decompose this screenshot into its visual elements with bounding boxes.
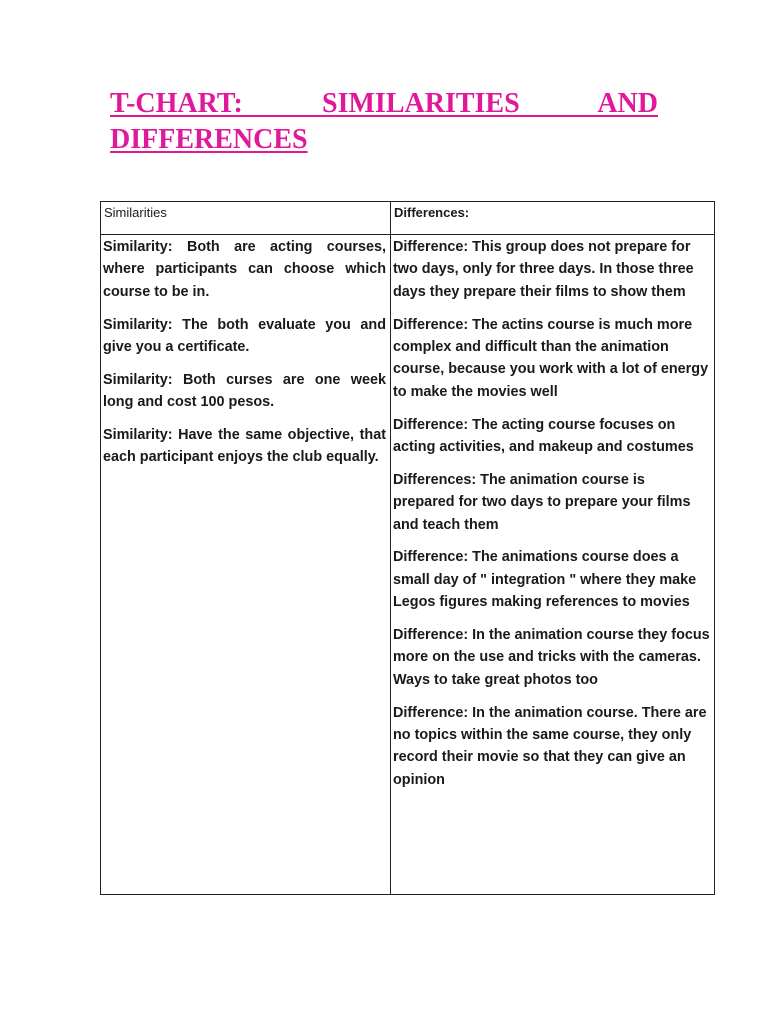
difference-item: Differences: The animation course is prepared for two days to prepare your films and teach them bbox=[393, 471, 691, 533]
difference-item: Difference: In the animation course they focus more on the use and tricks with the cameras. Ways to take great photos too bbox=[393, 627, 710, 688]
similarity-item: Similarity: Have the same objective, that each participant enjoys the club equally. bbox=[103, 427, 386, 466]
difference-item: Difference: The acting course focuses on acting activities, and makeup and costumes bbox=[393, 416, 694, 456]
difference-item: Difference: This group does not prepare for two days, only for three days. In those three days they prepare their films to show them bbox=[393, 239, 694, 300]
similarities-header: Similarities bbox=[101, 202, 391, 235]
similarity-item: Similarity: Both are acting courses, where participants can choose which course to be in. bbox=[103, 239, 386, 300]
t-chart-table bbox=[100, 201, 715, 895]
differences-cell bbox=[391, 235, 715, 895]
table-header-row bbox=[101, 202, 715, 235]
differences-header: Differences: bbox=[391, 202, 715, 235]
page-title: T-CHART: SIMILARITIES AND DIFFERENCES bbox=[110, 88, 658, 155]
table-body-row bbox=[101, 235, 715, 895]
similarity-item: Similarity: Both curses are one week long and cost 100 pesos. bbox=[103, 371, 386, 411]
difference-item: Difference: The actins course is much more complex and difficult than the animation course, because you work with a lot of energy to make the movies well bbox=[393, 316, 709, 400]
similarities-cell bbox=[101, 235, 391, 895]
difference-item: Difference: The animations course does a small day of " integration " where they make Legos figures making references to movies bbox=[393, 549, 697, 611]
difference-item: Difference: In the animation course. There are no topics within the same course, they only record their movie so that they can give an opinion bbox=[393, 704, 707, 788]
similarity-item: Similarity: The both evaluate you and give you a certificate. bbox=[103, 316, 386, 356]
